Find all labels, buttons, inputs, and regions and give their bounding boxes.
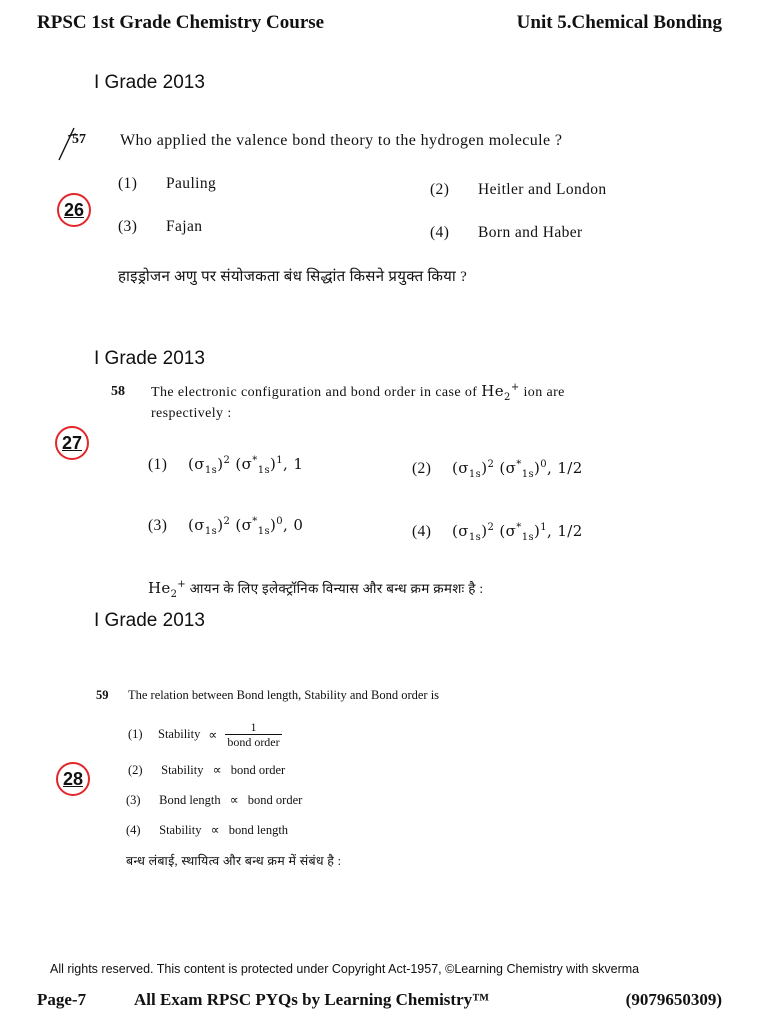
option-number: (3) [118,218,138,235]
option-3[interactable] [118,218,202,236]
option-text: Pauling [166,175,217,192]
question-number: 58 [111,384,125,399]
option-config: $(\sigma_{1s})^2$ $(\sigma^*_{1s})^1$, 1 [188,455,304,476]
option-config: $(\sigma_{1s})^2$ $(\sigma^*_{1s})^0$, 1/2 [452,459,583,480]
option-number: (4) [126,823,141,837]
question-text-part: ion are [523,385,565,400]
option-lhs: Stability [159,823,202,837]
option-4[interactable] [126,822,288,838]
option-number: (1) [118,175,138,192]
grade-label: I Grade 2013 [94,72,205,93]
option-number: (1) [128,727,143,741]
copyright-notice: All rights reserved. This content is protected under Copyright Act-1957, ©Learning Chemistry with skverma [50,962,640,976]
option-number: (4) [430,224,450,241]
option-rhs: bond order [230,763,286,777]
fraction-denominator: bond order [227,735,280,749]
option-text: Heitler and London [478,181,607,198]
option-rhs: bond order [247,793,303,807]
option-text: Fajan [166,218,203,235]
question-text: The relation between Bond length, Stability and Bond order is [128,688,440,702]
footer-phone: (9079650309) [625,990,722,1009]
option-1[interactable] [118,175,216,193]
option-fraction [225,720,281,749]
question-badge: 27 [55,426,89,460]
option-lhs: Stability [161,763,204,777]
footer-title: All Exam RPSC PYQs by Learning Chemistry™ [134,990,490,1009]
option-1[interactable] [148,455,303,476]
option-number: (1) [148,456,168,473]
option-2[interactable] [128,762,285,778]
option-2[interactable] [430,181,607,199]
ion-subscript: 2 [504,392,511,403]
fraction-numerator: 1 [250,720,257,734]
grade-label: I Grade 2013 [94,610,205,631]
option-number: (2) [128,763,143,777]
option-3[interactable] [126,792,302,808]
question-hindi-text: हाइड्रोजन अणु पर संयोजकता बंध सिद्धांत किसने प्रयुक्त किया ? [118,269,468,285]
header-unit-title: Unit 5.Chemical Bonding [516,12,722,33]
question-badge: 28 [56,762,90,796]
question-text-part: respectively : [151,406,232,421]
option-text: Born and Haber [478,224,583,241]
question-badge: 26 [57,193,91,227]
option-number: (2) [412,460,432,477]
hindi-text: आयन के लिए इलेक्ट्रॉनिक विन्यास और बन्ध क्रम क्रमशः है : [189,581,484,596]
question-text-part: The electronic configuration and bond order in case of [151,385,478,400]
option-number: (3) [126,793,141,807]
proportional-symbol: ∝ [212,763,222,777]
option-config: $(\sigma_{1s})^2$ $(\sigma^*_{1s})^0$, 0 [188,516,304,537]
ion-formula [481,382,520,403]
header-course-title: RPSC 1st Grade Chemistry Course [37,12,325,33]
grade-label: I Grade 2013 [94,348,205,369]
option-config: $(\sigma_{1s})^2$ $(\sigma^*_{1s})^1$, 1/2 [452,522,583,543]
option-2[interactable] [412,459,583,480]
proportional-symbol: ∝ [229,793,239,807]
question-text: Who applied the valence bond theory to the hydrogen molecule ? [120,132,563,149]
question-number: 59 [96,688,109,702]
option-lhs: Stability [158,727,201,741]
question-hindi-text: बन्ध लंबाई, स्थायित्व और बन्ध क्रम में संबंध है : [126,854,342,868]
option-number: (2) [430,181,450,198]
option-1[interactable] [128,720,282,749]
option-rhs: bond length [228,823,289,837]
option-4[interactable] [430,224,583,242]
option-number: (3) [148,517,168,534]
question-hindi-text [148,579,483,600]
ion-superscript: + [510,382,520,393]
proportional-symbol: ∝ [208,727,218,742]
ion-formula: $He_2^+$ [148,579,186,600]
option-number: (4) [412,523,432,540]
page-number: Page-7 [37,990,87,1009]
option-3[interactable] [148,516,303,537]
option-lhs: Bond length [159,793,221,807]
ion-symbol: He [481,382,505,400]
question-text [151,382,565,403]
option-4[interactable] [412,522,583,543]
question-number: 57 [72,132,86,147]
proportional-symbol: ∝ [210,823,220,837]
